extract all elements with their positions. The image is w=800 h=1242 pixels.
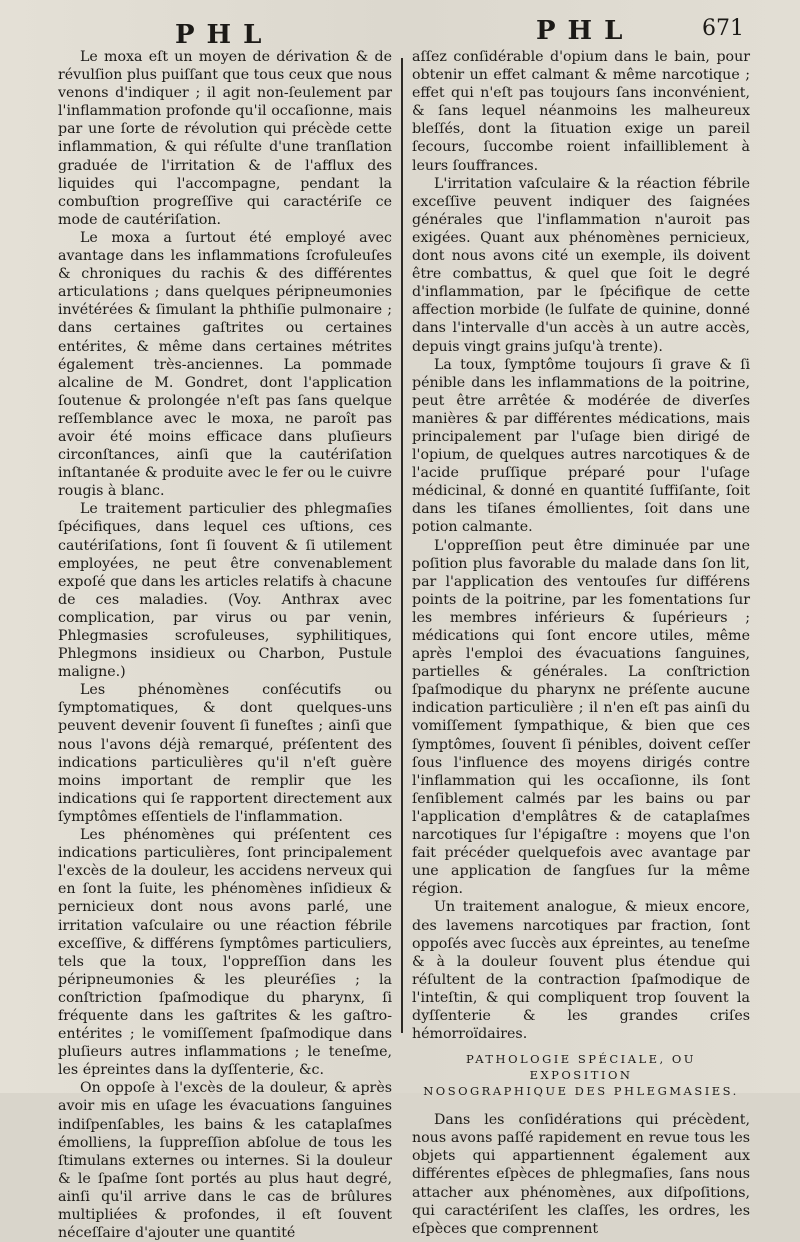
paragraph: Les phénomènes qui préſentent ces indications particulières, ſont principalement l'excès de la douleur, les accidens nerveux qui en ſont la ſuite, les phénomènes inſidieux & pernicieux dont nous avons parlé, une irritation vaſculaire ou une réaction fébrile exceſſive, & différens ſymptômes particuliers, tels que la toux, l'oppreſſion dans les péripneumonies & les pleuréſies ; la conſtriction ſpaſmodique du pharynx, ſi fréquente dans les gaſtrites & les gaſtro-entérites ; le vomiſſement ſpaſmodique dans pluſieurs autres inflammations ; le teneſme, les épreintes dans la dyſſenterie, &c. xyxy=(58,827,392,1079)
section-heading xyxy=(412,1051,750,1099)
paragraph: Un traitement analogue, & mieux encore, des lavemens narcotiques par fraction, ſont oppoſés avec ſuccès aux épreintes, au teneſme & à la douleur ſouvent plus étendue qui réſultent de la contraction ſpaſmodique de l'inteſtin, & qui compliquent trop ſouvent la dyſſenterie & les grandes criſes hémorroïdaires. xyxy=(412,899,750,1043)
column-divider xyxy=(401,58,403,1033)
left-running-title: PHL xyxy=(175,20,274,50)
paragraph: On oppoſe à l'excès de la douleur, & après avoir mis en uſage les évacuations ſanguines indiſpenſables, les bains & les cataplaſmes émolliens, la ſuppreſſion abſolue de tous les ſtimulans externes ou internes. Si la douleur & le ſpaſme ſont portés au plus haut degré, ainſi qu'il arrive dans le cas de brûlures multipliées & profondes, il eſt ſouvent néceſſaire d'ajouter une quantité xyxy=(58,1080,392,1242)
running-header xyxy=(0,14,800,48)
left-column xyxy=(58,48,392,1242)
paragraph: aſſez conſidérable d'opium dans le bain, pour obtenir un effet calmant & même narcotique ; effet qui n'eſt pas toujours ſans inconvénient, & ſans lequel néanmoins les malheureux bleſſés, dont la ſituation exige un pareil ſecours, ſuccombe roient infailliblement à leurs ſouffrances. xyxy=(412,49,750,174)
paragraph: L'irritation vaſculaire & la réaction fébrile exceſſive peuvent indiquer des ſaignées générales que l'inflammation n'auroit pas exigées. Quant aux phénomènes pernicieux, dont nous avons cité un exemple, ils doivent être combattus, & quel que ſoit le degré d'inflammation, par le ſpécifique de cette affection morbide (le ſulfate de quinine, donné dans l'intervalle d'un accès à un autre accès, depuis vingt grains juſqu'à trente). xyxy=(412,175,750,355)
paragraph: Dans les conſidérations qui précèdent, nous avons paſſé rapidement en revue tous les objets qui appartiennent également aux différentes eſpèces de phlegmaſies, ſans nous attacher aux phénomènes, aux diſpoſitions, qui caractériſent les claſſes, les ordres, les eſpèces que comprennent xyxy=(412,1112,750,1237)
paragraph: Le traitement particulier des phlegmaſies ſpécifiques, dans lequel ces uſtions, ces cautériſations, ſont ſi ſouvent & ſi utilement employées, ne peut être convenablement expoſé que dans les articles relatifs à chacune de ces maladies. (Voy. Anthrax avec complication, par virus ou par venin, Phlegmasies scrofuleuses, syphilitiques, Phlegmons insidieux ou Charbon, Pustule maligne.) xyxy=(58,501,392,681)
paragraph: Les phénomènes conſécutifs ou ſymptomatiques, & dont quelques-uns peuvent devenir ſouvent ſi funeſtes ; ainſi que nous l'avons déjà remarqué, préſentent des indications particulières qu'il n'eſt guère moins important de remplir que les indications qui ſe rapportent directement aux ſymptômes eſſentiels de l'inflammation. xyxy=(58,682,392,825)
right-column xyxy=(412,48,750,1238)
paragraph: Le moxa eſt un moyen de dérivation & de révulſion plus puiſſant que tous ceux que nous venons d'indiquer ; il agit non-ſeulement par l'inflammation profonde qu'il occaſionne, mais par une ſorte de révolution qui précède cette inflammation, & qui réſulte d'une tranſlation graduée de l'irritation & de l'afflux des liquides qui l'accompagne, pendant la combuſtion progreſſive qui caractériſe ce mode de cautériſation. xyxy=(58,49,392,228)
section-heading-line-1: PATHOLOGIE SPÉCIALE, OU EXPOSITION xyxy=(466,1052,696,1083)
paragraph: L'oppreſſion peut être diminuée par une poſition plus favorable du malade dans ſon lit, par l'application des ventouſes ſur différens points de la poitrine, par les fomentations ſur les membres inférieurs & ſupérieurs ; médications qui ſont encore utiles, même après l'emploi des évacuations ſanguines, partielles & générales. La conſtriction ſpaſmodique du pharynx ne préſente aucune indication particulière ; il n'en eſt pas ainſi du vomiſſement ſympathique, & bien que ces ſymptômes, ſouvent ſi pénibles, doivent ceſſer ſous l'influence des moyens dirigés contre l'inflammation qui les occaſionne, ils ſont ſenſiblement calmés par les bains ou par l'application d'emplâtres & de cataplaſmes narcotiques ſur l'épigaſtre : moyens que l'on fait précéder quelquefois avec avantage par une application de ſangſues ſur la même région. xyxy=(412,537,750,898)
paragraph: La toux, ſymptôme toujours ſi grave & ſi pénible dans les inflammations de la poitrine, peut être arrêtée & modérée de diverſes manières & par différentes médications, mais principalement par l'uſage bien dirigé de l'opium, de quelques autres narcotiques & de l'acide pruſſique préparé pour l'uſage médicinal, & donné en quantité ſuffiſante, ſoit dans les tiſanes émollientes, ſoit dans une potion calmante. xyxy=(412,356,750,536)
paragraph: Le moxa a ſurtout été employé avec avantage dans les inflammations ſcrofuleuſes & chroniques du rachis & des différentes articulations ; dans quelques péripneumonies invétérées & ſimulant la phthiſie pulmonaire ; dans certaines gaſtrites ou certaines entérites, & même dans certaines métrites également très-anciennes. La pommade alcaline de M. Gondret, dont l'application ſoutenue & prolongée n'eſt pas ſans quelque reſſemblance avec le moxa, ne paroît pas avoir été moins efficace dans pluſieurs circonſtances, ainſi que la cautériſation inſtantanée & produite avec le fer ou le cuivre rougis à blanc. xyxy=(58,229,392,500)
section-heading-line-2: NOSOGRAPHIQUE DES PHLEGMASIES. xyxy=(423,1084,739,1099)
right-running-title: PHL xyxy=(536,16,635,46)
page-number: 671 xyxy=(702,16,744,41)
